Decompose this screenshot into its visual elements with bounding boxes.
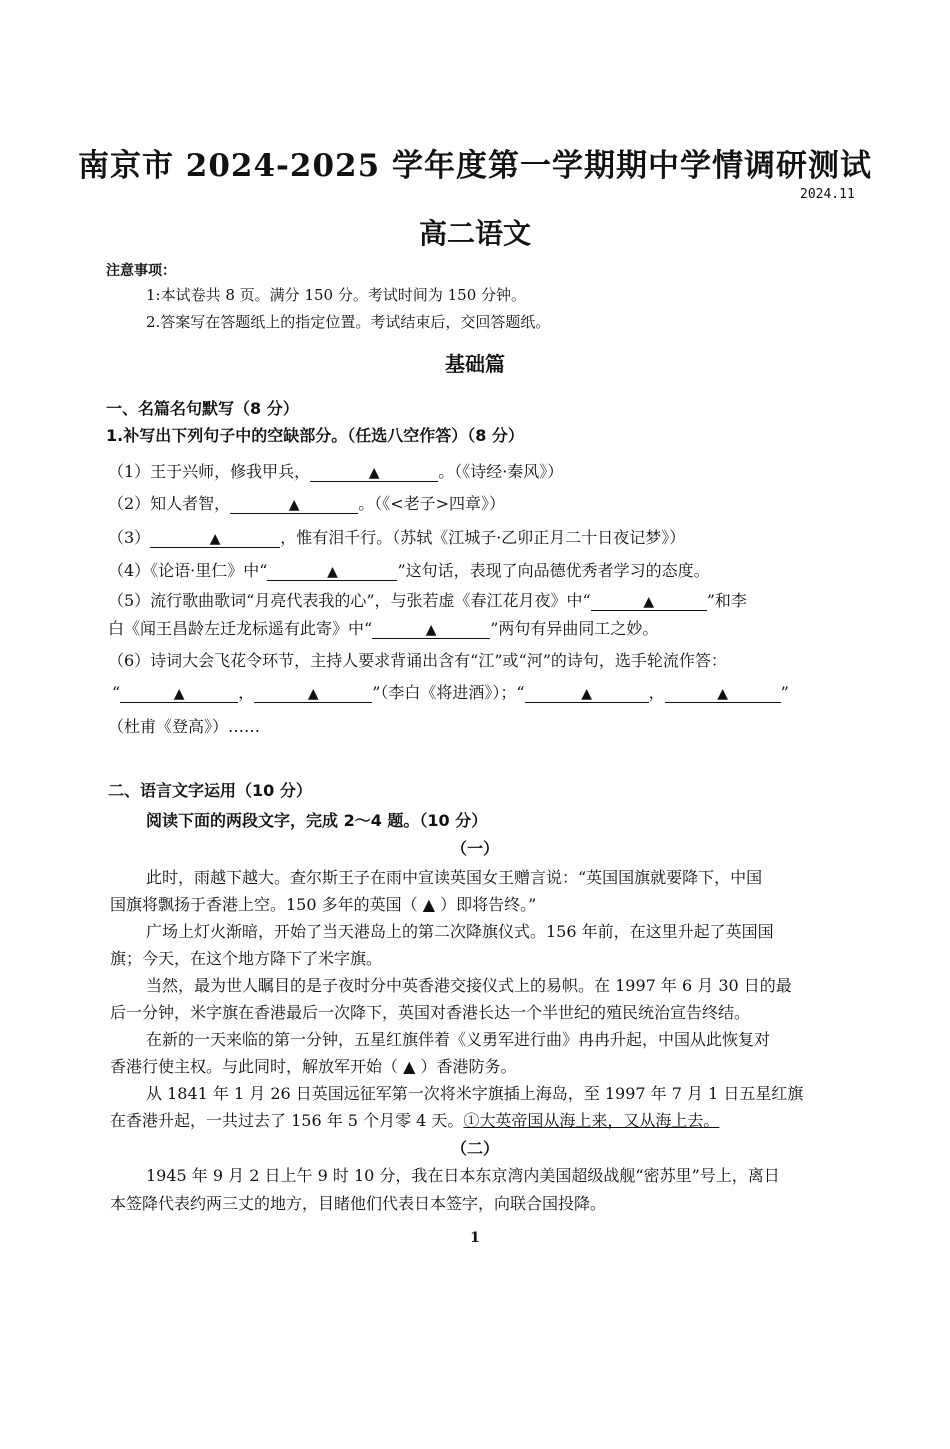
triangle-icon: ▲ [209, 531, 221, 547]
passage-line: 当然，最为世人瞩目的是子夜时分中英香港交接仪式上的易帜。在 1997 年 6 月 30 日的最 [146, 976, 792, 995]
answer-blank [591, 591, 707, 611]
fill-item-3: （3） ▲ ，惟有泪千行。（苏轼《江城子·乙卯正月二十日夜记梦》） [108, 528, 686, 547]
question-1: 1.补写出下列句子中的空缺部分。（任选八空作答）（8 分） [106, 426, 524, 445]
passage-line: 广场上灯火渐暗，开始了当天港岛上的第二次降旗仪式。156 年前，在这里升起了英国国 [146, 922, 774, 941]
fill-item-6: （6）诗词大会飞花令环节，主持人要求背诵出含有“江”或“河”的诗句，选手轮流作答： [108, 651, 727, 670]
exam-title: 南京市 2024-2025 学年度第一学期期中学情调研测试 [77, 148, 872, 184]
section-title: 基础篇 [445, 352, 505, 376]
triangle-icon: ▲ [173, 686, 185, 702]
passage-1-label: （一） [450, 839, 499, 858]
fill-item-5: （5）流行歌曲歌词“月亮代表我的心”，与张若虚《春江花月夜》中“ ▲ ”和李 [108, 591, 747, 610]
underlined-sentence: ①大英帝国从海上来，又从海上去。 [463, 1111, 720, 1130]
notice-item-1: 1:本试卷共 8 页。满分 150 分。考试时间为 150 分钟。 [146, 286, 527, 304]
passage-2-label: （二） [450, 1139, 499, 1158]
part1-heading: 一、名篇名句默写（8 分） [106, 399, 299, 418]
subject-title: 高二语文 [418, 217, 531, 250]
answer-blank [525, 683, 649, 703]
passage-line: 后一分钟，米字旗在香港最后一次降下，英国对香港长达一个半世纪的殖民统治宣告终结。 [110, 1003, 751, 1022]
notice-item-2: 2.答案写在答题纸上的指定位置。考试结束后，交回答题纸。 [146, 313, 551, 331]
triangle-icon: ▲ [288, 497, 300, 513]
fill-item-6-blanks: “ ▲ ， ▲ ”（李白《将进酒》）；“ ▲ ， ▲ ” [112, 683, 789, 702]
passage-line: 本签降代表约两三丈的地方，目睹他们代表日本签字，向联合国投降。 [110, 1194, 607, 1213]
passage-line-with-underline: 在香港升起，一共过去了 156 年 5 个月零 4 天。①大英帝国从海上来，又从海上去。 [110, 1111, 720, 1130]
passage-line: 从 1841 年 1 月 26 日英国远征军第一次将米字旗插上海岛，至 1997 年 7 月 1 日五星红旗 [146, 1084, 804, 1103]
answer-blank [310, 462, 438, 482]
part2-heading: 二、语言文字运用（10 分） [108, 781, 312, 800]
page-number: 1 [470, 1230, 480, 1246]
passage-line: 此时，雨越下越大。查尔斯王子在雨中宣读英国女王赠言说：“英国国旗就要降下，中国 [146, 868, 763, 887]
triangle-icon: ▲ [581, 686, 592, 702]
answer-blank [120, 683, 238, 703]
part2-instruction: 阅读下面的两段文字，完成 2～4 题。（10 分） [146, 811, 488, 830]
exam-date: 2024.11 [800, 187, 855, 202]
answer-blank [267, 561, 397, 581]
fill-item-2: （2）知人者智， ▲ 。（《<老子>四章》） [108, 494, 506, 513]
triangle-icon: ▲ [307, 686, 319, 702]
passage-line: 1945 年 9 月 2 日上午 9 时 10 分，我在日本东京湾内美国超级战舰“密苏里”号上，离日 [146, 1166, 780, 1185]
triangle-icon: ▲ [327, 564, 338, 580]
triangle-icon: ▲ [717, 686, 728, 702]
passage-line: 国旗将飘扬于香港上空。150 多年的英国（ ▲ ）即将告终。” [110, 895, 537, 914]
fill-item-6-source: （杜甫《登高》）…… [108, 717, 261, 736]
passage-line: 在新的一天来临的第一分钟，五星红旗伴着《义勇军进行曲》冉冉升起，中国从此恢复对 [146, 1030, 771, 1049]
fill-item-5-cont: 白《闻王昌龄左迁龙标遥有此寄》中“ ▲ ”两句有异曲同工之妙。 [108, 619, 659, 638]
triangle-icon: ▲ [425, 622, 437, 638]
triangle-icon: ▲ [643, 594, 655, 610]
answer-blank [150, 528, 280, 548]
triangle-icon: ▲ [368, 465, 380, 481]
answer-blank [230, 494, 358, 514]
answer-blank [372, 619, 490, 639]
notice-heading: 注意事项： [106, 263, 176, 279]
answer-blank [254, 683, 372, 703]
fill-item-1: （1）王于兴师，修我甲兵， ▲ 。（《诗经·秦风》） [108, 462, 564, 481]
answer-blank [665, 683, 781, 703]
passage-line: 旗；今天，在这个地方降下了米字旗。 [110, 949, 383, 968]
fill-item-4: （4）《论语·里仁》中“ ▲ ”这句话，表现了向品德优秀者学习的态度。 [108, 561, 710, 580]
passage-line: 香港行使主权。与此同时，解放军开始（ ▲ ）香港防务。 [110, 1057, 517, 1076]
